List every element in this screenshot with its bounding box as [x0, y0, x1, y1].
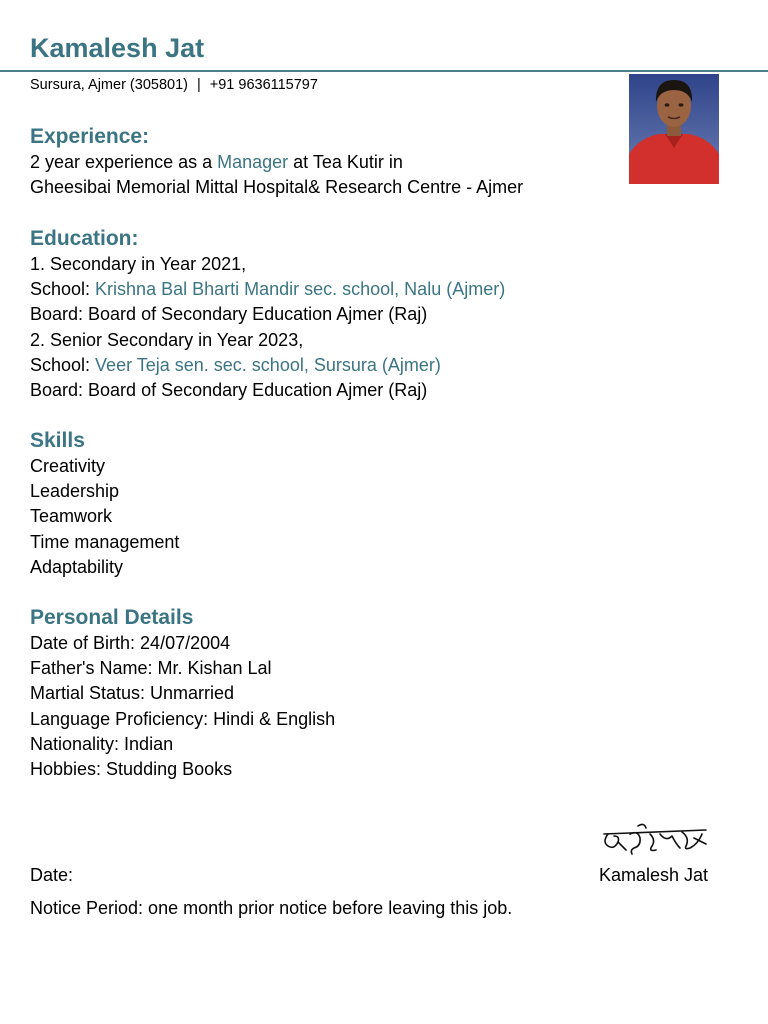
personal-detail-item: Martial Status: Unmarried	[30, 683, 235, 704]
skill-item: Leadership	[30, 481, 120, 502]
skill-item: Creativity	[30, 456, 106, 476]
skill-item: Teamwork	[30, 506, 113, 527]
education-entry-2-board: Board: Board of Secondary Education Ajmer (Raj)	[30, 380, 428, 401]
personal-detail-item: Nationality: Indian	[30, 733, 174, 754]
education-entry-2-school: School: Veer Teja sen. sec. school, Sursura (Ajmer)	[30, 354, 441, 375]
experience-role: Manager	[217, 152, 289, 172]
personal-detail-item: Date of Birth: 24/07/2004	[30, 633, 231, 653]
personal-detail-item: Language Proficiency: Hindi & English	[30, 708, 336, 729]
education-entry-1-school: School: Krishna Bal Bharti Mandir sec. school, Nalu (Ajmer)	[30, 279, 506, 300]
signer-name: Kamalesh Jat	[599, 865, 709, 885]
contact-line	[30, 77, 318, 93]
skill-item: Adaptability	[30, 556, 124, 577]
experience-line-1: 2 year experience as a Manager at Tea Kutir in	[30, 152, 403, 172]
notice-period: Notice Period: one month prior notice before leaving this job.	[30, 898, 513, 918]
education-entry-2-title: 2. Senior Secondary in Year 2023,	[30, 329, 304, 350]
applicant-name: Kamalesh Jat	[30, 33, 205, 63]
skills-section	[30, 428, 179, 580]
education-heading: Education:	[30, 227, 139, 250]
profile-photo	[629, 74, 719, 184]
phone-number: +91 9636115797	[209, 77, 318, 93]
personal-detail-item: Hobbies: Studding Books	[30, 759, 233, 780]
experience-line-2: Gheesibai Memorial Mittal Hospital& Research Centre - Ajmer	[30, 177, 524, 198]
skill-item: Time management	[30, 531, 180, 552]
personal-detail-item: Father's Name: Mr. Kishan Lal	[30, 658, 272, 679]
experience-heading: Experience:	[30, 125, 150, 148]
header-rule	[0, 70, 768, 72]
education-entry-1-title: 1. Secondary in Year 2021,	[30, 254, 247, 274]
education-entry-1-board: Board: Board of Secondary Education Ajmer (Raj)	[30, 304, 428, 325]
date-label: Date:	[30, 865, 74, 885]
address: Sursura, Ajmer (305801)	[30, 77, 188, 93]
signature	[600, 820, 712, 860]
school-name: Krishna Bal Bharti Mandir sec. school, Nalu (Ajmer)	[95, 279, 506, 300]
experience-section	[30, 124, 523, 200]
contact-separator: |	[196, 77, 201, 93]
education-section	[30, 226, 505, 403]
skills-heading: Skills	[30, 429, 85, 452]
personal-details-section	[30, 605, 335, 782]
school-name: Veer Teja sen. sec. school, Sursura (Ajmer)	[95, 354, 441, 375]
personal-details-heading: Personal Details	[30, 606, 194, 629]
